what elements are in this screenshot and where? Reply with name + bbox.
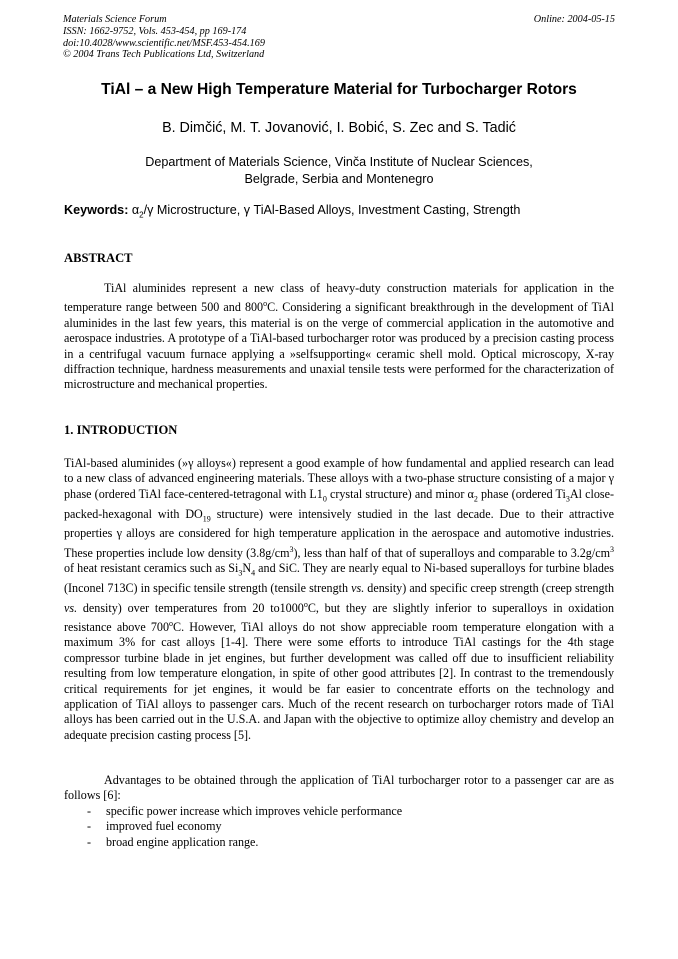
intro-sup: 3 [289,544,294,554]
intro-heading: 1. INTRODUCTION [64,423,178,437]
list-item [87,804,402,819]
online-date: Online: 2004-05-15 [533,14,615,25]
intro-sub: 3 [565,494,570,504]
intro-italic: vs. [351,581,365,596]
intro-text: structure) were intensively studied in the last decade. Due to their attractive properties γ alloys are considered for high temperature application in the aerospace and automotive industries. These properties include low density (3.8g/cm [64,506,615,560]
intro-text: of heat resistant ceramics such as Si [64,561,239,576]
affiliation [0,154,678,187]
intro-sub: 4 [251,568,256,578]
paper-title: TiAl – a New High Temperature Material for Turbocharger Rotors [101,81,577,98]
intro-text: density) over temperatures from 20 to1000 [77,600,304,615]
intro-sup: o [303,599,308,609]
intro-paragraph-2 [64,773,614,804]
intro-text: TiAl-based aluminides (»γ alloys«) represent a good example of how fundamental and applied research can lead to a new class of advanced engineering materials. These alloys with a two-phase structure consisting of a major γ phase (ordered TiAl face-centered-tetragonal with L1 [64,456,614,501]
intro-text: density) and specific creep strength (creep strength [364,581,614,596]
abstract-text [64,281,614,393]
abstract-heading: ABSTRACT [64,251,133,265]
intro-p2-text: Advantages to be obtained through the application of TiAl turbocharger rotor to a passenger car are as follows [6]: [64,773,614,803]
list-item [87,819,402,834]
keyword-sym: α [131,203,140,217]
intro-text: C, but they are slightly inferior to superalloys in oxidation resistance above 700 [64,600,614,634]
intro-paragraph-1 [64,456,614,743]
list-item [87,835,402,850]
keyword-2: γ TiAl-Based Alloys, Investment Casting, Strength [243,203,521,217]
abstract-p2: C. Considering a significant breakthrough in the development of TiAl aluminides in the last few years, this material is on the verge of commercial application in the automotive and aerospace industries. A prototype of a TiAl-based turbocharger rotor was produced by a precision casting process in a centrifugal vacuum furnace applying a »selfsupporting« ceramic shell mold. Optical microscopy, X-ray diffraction technique, hardness measurements and unaxial tensile tests were performed for the characterization of microstructure and mechanical properties. [64,300,614,392]
abstract-deg: o [263,299,268,309]
affiliation-line-1: Department of Materials Science, Vinča Institute of Nuclear Sciences, [145,155,533,169]
intro-sub: 19 [202,514,211,524]
advantages-list [87,804,402,850]
intro-sub: 3 [238,568,243,578]
intro-sup: 3 [610,544,614,554]
intro-text: N [242,561,252,576]
intro-text: phase (ordered Ti [477,486,566,501]
bullet-dash: - [87,834,92,849]
journal-info [63,14,265,61]
bullet-dash: - [87,804,92,818]
intro-text: and SiC. They are nearly equal to Ni-based superalloys for turbine blades (Inconel 713C) in specific tensile strength (tensile strength [64,561,614,596]
bullet-dash: - [87,819,92,834]
keyword-sub: 2 [139,210,144,220]
intro-italic: vs. [64,600,78,615]
intro-text: crystal structure) and minor α [326,486,474,501]
intro-text: C. However, TiAl alloys do not show appreciable room temperature elongation with a maximum 3% for cast alloys [1-4]. There were some efforts to introduce TiAl castings for the 4th stage compressor turbine blade in jet engines, but further development was called off due to insufficient reliability resulting from low temperature elongation, in spite of other good attributes [2]. In contrast to the tremendously critical requirements for jet engines, it would be far easier to concentrate efforts on the technology and application of TiAl alloys to passenger cars. Much of the recent research on turbocharger rotors made of TiAl alloys has been carried out in the U.S.A. and Japan with the objective to optimize alloy chemistry and develop an adequate precision casting process [5]. [64,619,614,742]
list-item-text: improved fuel economy [106,819,222,834]
intro-text: ), less than half of that of superalloys and comparable to 3.2g/cm [293,545,610,560]
affiliation-line-2: Belgrade, Serbia and Montenegro [244,171,434,186]
list-item-text: broad engine application range. [106,834,259,849]
intro-sup: o [169,618,174,628]
intro-text: Al close-packed-hexagonal with DO [64,486,615,521]
list-item-text: specific power increase which improves vehicle performance [106,804,403,818]
keyword-1: /γ Microstructure, [143,203,244,217]
abstract-p1: TiAl aluminides represent a new class of heavy-duty construction materials for application in the temperature range between 500 and 800 [64,281,614,315]
paper-authors: B. Dimčić, M. T. Jovanović, I. Bobić, S. Zec and S. Tadić [162,120,516,136]
intro-sub: 0 [322,494,327,504]
keywords-label: Keywords: [64,203,129,217]
journal-copyright: © 2004 Trans Tech Publications Ltd, Switzerland [63,49,265,61]
journal-doi: doi:10.4028/www.scientific.net/MSF.453-454.169 [63,37,265,49]
journal-name: Materials Science Forum [63,14,167,25]
keywords [64,203,520,220]
intro-sub: 2 [473,494,478,504]
journal-issn: ISSN: 1662-9752, Vols. 453-454, pp 169-174 [63,25,247,37]
